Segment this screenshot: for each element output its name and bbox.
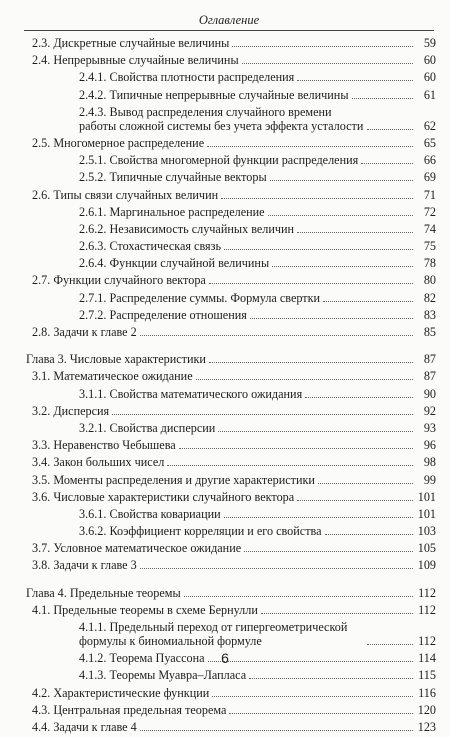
toc-entry[interactable] xyxy=(26,603,436,617)
dot-leader xyxy=(207,146,413,147)
dot-leader xyxy=(297,232,413,233)
toc-entry[interactable] xyxy=(26,668,436,682)
toc-entry-page: 120 xyxy=(417,702,436,717)
dot-leader xyxy=(305,397,413,398)
dot-leader xyxy=(325,534,413,535)
toc-entry[interactable] xyxy=(26,70,436,84)
section-gap xyxy=(26,576,436,586)
toc-entry-page: 112 xyxy=(418,602,436,617)
toc-entry-title: 2.5.2. Типичные случайные векторы xyxy=(79,170,267,185)
dot-leader xyxy=(179,448,413,449)
toc-entry[interactable] xyxy=(26,136,436,150)
toc-entry[interactable] xyxy=(26,273,436,287)
toc-entry-page: 105 xyxy=(417,541,436,556)
toc-entry[interactable] xyxy=(26,308,436,322)
toc-entry-page: 90 xyxy=(423,386,436,401)
dot-leader xyxy=(367,129,413,130)
toc-entry[interactable] xyxy=(26,205,436,219)
toc-entry[interactable] xyxy=(26,188,436,202)
toc-entry-page: 82 xyxy=(423,290,436,305)
dot-leader xyxy=(209,362,413,363)
dot-leader xyxy=(297,500,413,501)
dot-leader xyxy=(268,215,413,216)
dot-leader xyxy=(218,431,413,432)
toc-entry-title: 2.6.1. Маргинальное распределение xyxy=(79,204,265,219)
toc-entry[interactable] xyxy=(26,558,436,572)
toc-entry-page: 101 xyxy=(417,489,436,504)
toc-entry[interactable] xyxy=(26,720,436,734)
toc-entry[interactable] xyxy=(26,325,436,339)
dot-leader xyxy=(140,730,413,731)
dot-leader xyxy=(112,414,413,415)
toc-entry-page: 114 xyxy=(418,651,436,666)
toc-entry-page: 59 xyxy=(423,36,436,50)
toc-entry-page: 109 xyxy=(417,558,436,573)
dot-leader xyxy=(244,551,413,552)
toc-entry[interactable] xyxy=(26,541,436,555)
dot-leader xyxy=(352,98,413,99)
toc-entry-title: 3.6.1. Свойства ковариации xyxy=(79,506,221,521)
toc-entry-page: 78 xyxy=(423,256,436,271)
toc-entry-title: 3.3. Неравенство Чебышева xyxy=(32,438,176,453)
toc-entry-page: 123 xyxy=(417,719,436,734)
toc-entry-title: 4.1.3. Теоремы Муавра–Лапласа xyxy=(79,668,247,683)
toc-entry-title: 3.6.2. Коэффициент корреляции и его свойства xyxy=(79,524,322,539)
dot-leader xyxy=(140,335,413,336)
toc-entry-page: 99 xyxy=(423,472,436,487)
toc-entry[interactable] xyxy=(26,170,436,184)
toc-entry[interactable] xyxy=(26,153,436,167)
dot-leader xyxy=(249,678,413,679)
toc-entry-page: 87 xyxy=(423,352,436,367)
toc-chapter-entry[interactable] xyxy=(26,586,436,600)
toc-chapter-entry[interactable] xyxy=(26,352,436,366)
toc-entry-title: 3.1. Математическое ожидание xyxy=(32,369,193,384)
toc-entry[interactable] xyxy=(26,36,436,50)
toc-entry-page: 115 xyxy=(418,668,436,683)
toc-entry-title: 4.1.1. Предельный переход от гипергеометрической формулы к биномиальной формуле xyxy=(79,620,348,648)
toc-entry-page: 72 xyxy=(423,204,436,219)
toc-entry-title: 3.5. Моменты распределения и другие характеристики xyxy=(32,472,315,487)
toc-entry[interactable] xyxy=(26,473,436,487)
toc-entry-title: 4.4. Задачи к главе 4 xyxy=(32,719,137,734)
dot-leader xyxy=(140,568,413,569)
toc-entry-page: 93 xyxy=(423,420,436,435)
toc-entry-page: 98 xyxy=(423,455,436,470)
dot-leader xyxy=(272,266,413,267)
toc-entry[interactable] xyxy=(26,686,436,700)
toc-entry-page: 69 xyxy=(423,170,436,185)
toc-entry-title: 4.3. Центральная предельная теорема xyxy=(32,702,227,717)
dot-leader xyxy=(184,596,413,597)
page-number: 6 xyxy=(221,650,229,666)
table-of-contents xyxy=(26,36,436,737)
toc-entry[interactable] xyxy=(26,620,436,648)
toc-entry-page: 92 xyxy=(423,403,436,418)
toc-entry-page: 60 xyxy=(423,53,436,68)
toc-entry-title: Глава 4. Предельные теоремы xyxy=(26,585,181,600)
toc-entry[interactable] xyxy=(26,239,436,253)
toc-entry-title: 3.2.1. Свойства дисперсии xyxy=(79,420,216,435)
toc-entry-page: 75 xyxy=(423,239,436,254)
toc-entry-page: 103 xyxy=(417,524,436,539)
toc-entry-title: 4.1. Предельные теоремы в схеме Бернулли xyxy=(32,602,258,617)
dot-leader xyxy=(209,283,413,284)
toc-entry-title: 2.6.3. Стохастическая связь xyxy=(79,239,222,254)
toc-entry-page: 60 xyxy=(423,70,436,85)
toc-entry-title: 2.4.3. Вывод распределения случайного времени работы сложной системы без учета эффекта усталости xyxy=(79,104,364,133)
toc-entry-title: Глава 3. Числовые характеристики xyxy=(26,352,206,367)
toc-entry[interactable] xyxy=(26,455,436,469)
toc-entry-page: 112 xyxy=(418,634,436,648)
toc-entry[interactable] xyxy=(26,369,436,383)
toc-entry-title: 3.2. Дисперсия xyxy=(32,403,110,418)
toc-entry[interactable] xyxy=(26,256,436,270)
toc-entry[interactable] xyxy=(26,490,436,504)
dot-leader xyxy=(221,198,413,199)
dot-leader xyxy=(212,696,413,697)
dot-leader xyxy=(167,465,413,466)
toc-entry-title: 2.6.2. Независимость случайных величин xyxy=(79,221,295,236)
toc-entry-title: 2.8. Задачи к главе 2 xyxy=(32,325,137,339)
toc-entry-title: 3.7. Условное математическое ожидание xyxy=(32,541,242,556)
toc-entry-page: 71 xyxy=(423,187,436,202)
toc-entry[interactable] xyxy=(26,88,436,102)
dot-leader xyxy=(361,163,413,164)
toc-entry-title: 3.6. Числовые характеристики случайного вектора xyxy=(32,489,295,504)
toc-entry[interactable] xyxy=(26,105,436,133)
toc-entry-title: 2.6. Типы связи случайных величин xyxy=(32,187,219,202)
toc-entry[interactable] xyxy=(26,507,436,521)
toc-entry-title: 2.7.1. Распределение суммы. Формула свертки xyxy=(79,290,321,305)
toc-entry-title: 2.4.1. Свойства плотности распределения xyxy=(79,70,295,85)
toc-entry-title: 3.4. Закон больших чисел xyxy=(32,455,165,470)
dot-leader xyxy=(318,483,413,484)
toc-entry[interactable] xyxy=(26,703,436,717)
dot-leader xyxy=(242,63,413,64)
toc-entry-page: 83 xyxy=(423,307,436,322)
toc-entry[interactable] xyxy=(26,53,436,67)
toc-entry-page: 85 xyxy=(423,325,436,339)
toc-entry[interactable] xyxy=(26,421,436,435)
dot-leader xyxy=(224,249,413,250)
toc-entry-title: 2.7.2. Распределение отношения xyxy=(79,307,247,322)
toc-entry-title: 2.4.2. Типичные непрерывные случайные величины xyxy=(79,87,349,102)
section-gap xyxy=(26,342,436,352)
dot-leader xyxy=(250,318,413,319)
toc-entry-page: 112 xyxy=(418,585,436,600)
dot-leader xyxy=(224,517,413,518)
toc-entry[interactable] xyxy=(26,438,436,452)
toc-entry[interactable] xyxy=(26,387,436,401)
dot-leader xyxy=(232,46,413,47)
toc-entry-page: 101 xyxy=(417,506,436,521)
toc-entry-page: 61 xyxy=(423,87,436,102)
toc-entry-title: 2.3. Дискретные случайные величины xyxy=(32,36,230,50)
toc-entry-title: 2.5.1. Свойства многомерной функции распределения xyxy=(79,153,359,168)
toc-entry-page: 62 xyxy=(423,118,436,133)
toc-entry-title: 4.1.2. Теорема Пуассона xyxy=(79,651,205,666)
dot-leader xyxy=(229,713,413,714)
toc-entry-page: 74 xyxy=(423,221,436,236)
toc-entry-title: 2.6.4. Функции случайной величины xyxy=(79,256,270,271)
dot-leader xyxy=(323,301,413,302)
toc-entry-page: 80 xyxy=(423,273,436,288)
toc-entry[interactable] xyxy=(26,404,436,418)
dot-leader xyxy=(261,613,413,614)
toc-entry-page: 65 xyxy=(423,135,436,150)
dot-leader xyxy=(270,180,413,181)
dot-leader xyxy=(297,80,413,81)
toc-entry-title: 2.7. Функции случайного вектора xyxy=(32,273,206,288)
toc-entry-page: 96 xyxy=(423,438,436,453)
header-title: Оглавление xyxy=(198,13,260,27)
dot-leader xyxy=(367,644,413,645)
toc-entry-title: 3.1.1. Свойства математического ожидания xyxy=(79,386,303,401)
toc-entry-page: 87 xyxy=(423,369,436,384)
toc-entry-title: 2.5. Многомерное распределение xyxy=(32,135,205,150)
toc-entry-title: 4.2. Характеристические функции xyxy=(32,685,210,700)
toc-entry-title: 2.4. Непрерывные случайные величины xyxy=(32,53,239,68)
running-header xyxy=(24,8,434,31)
toc-entry[interactable] xyxy=(26,524,436,538)
toc-entry-page: 66 xyxy=(423,153,436,168)
toc-entry-title: 3.8. Задачи к главе 3 xyxy=(32,558,137,573)
toc-entry[interactable] xyxy=(26,222,436,236)
toc-entry-page: 116 xyxy=(418,685,436,700)
dot-leader xyxy=(196,379,413,380)
toc-entry[interactable] xyxy=(26,291,436,305)
